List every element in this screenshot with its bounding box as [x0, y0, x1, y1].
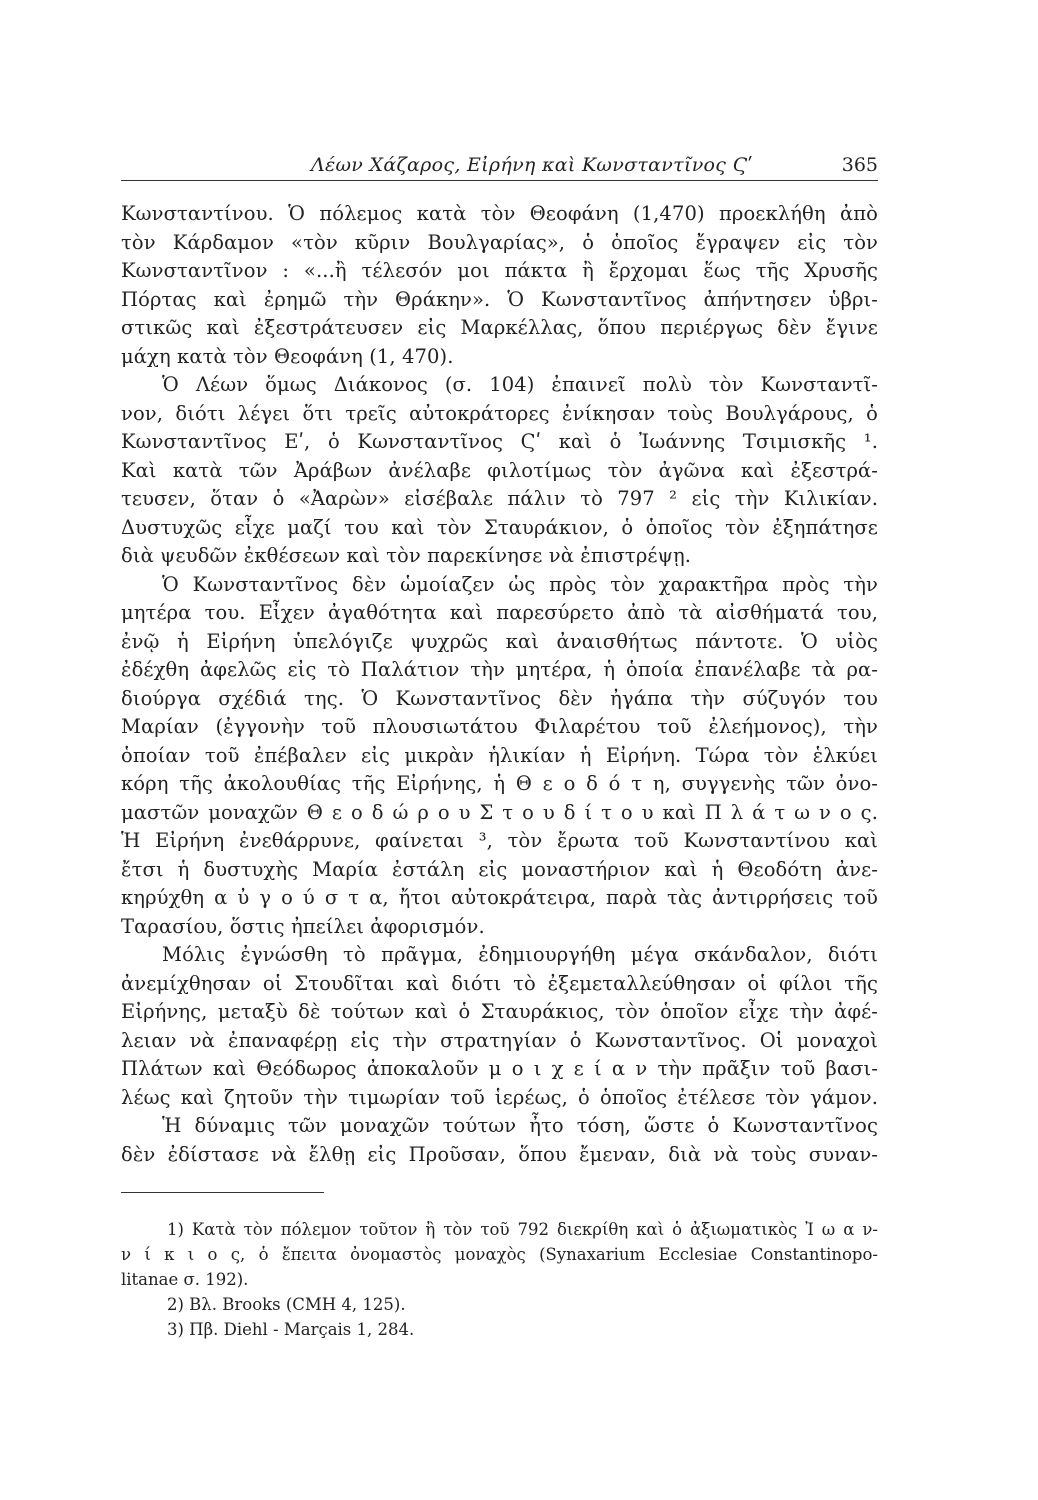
- footnote-line: ν ί κ ι ο ς, ὁ ἔπειτα ὀνομαστὸς μοναχὸς (Synaxarium Ecclesiae Constantinopo-: [121, 1245, 878, 1264]
- text-line: Ἡ Εἰρήνη ἐνεθάρρυνε, φαίνεται ³, τὸν ἔρωτα τοῦ Κωνσταντίνου καὶ: [121, 829, 878, 852]
- footnotes: [121, 1217, 878, 1342]
- text-line: μητέρα του. Εἶχεν ἀγαθότητα καὶ παρεσύρετο ἀπὸ τὰ αἰσθήματά του,: [121, 601, 878, 624]
- body-text: [121, 200, 878, 1169]
- text-line: Ὁ Λέων ὅμως Διάκονος (σ. 104) ἐπαινεῖ πολὺ τὸν Κωνσταντῖ-: [162, 373, 878, 396]
- text-line: Ὁ Κωνσταντῖνος δὲν ὡμοίαζεν ὡς πρὸς τὸν χαρακτῆρα πρὸς τὴν: [162, 572, 878, 596]
- footnote-line: litanae σ. 192).: [121, 1270, 249, 1289]
- text-line: Δυστυχῶς εἶχε μαζί του καὶ τὸν Σταυράκιον, ὁ ὁποῖος τὸν ἐξηπάτησε: [121, 515, 878, 539]
- text-line: ἔτσι ἡ δυστυχὴς Μαρία ἐστάλη εἰς μοναστήριον καὶ ἡ Θεοδότη ἀνε-: [121, 857, 878, 881]
- text-line: Πλάτων καὶ Θεόδωρος ἀποκαλοῦν μ ο ι χ ε ί α ν τὴν πρᾶξιν τοῦ βασι-: [121, 1057, 878, 1080]
- text-line: ἐδέχθη ἀφελῶς εἰς τὸ Παλάτιον τὴν μητέρα, ἡ ὁποία ἐπανέλαβε τὰ ρα-: [121, 658, 878, 681]
- text-line: Ἡ δύναμις τῶν μοναχῶν τούτων ἦτο τόση, ὥστε ὁ Κωνσταντῖνος: [162, 1114, 878, 1137]
- running-title: Λέων Χάζαρος, Εἰρήνη καὶ Κωνσταντῖνος Ϛʹ: [311, 154, 753, 176]
- text-line: διούργα σχέδιά της. Ὁ Κωνσταντῖνος δὲν ἠγάπα τὴν σύζυγόν του: [121, 686, 878, 710]
- text-line: τευσεν, ὅταν ὁ «Ἀαρὼν» εἰσέβαλε πάλιν τὸ 797 ² εἰς τὴν Κιλικίαν.: [121, 487, 878, 510]
- text-line: Κωνσταντίνου. Ὁ πόλεμος κατὰ τὸν Θεοφάνη (1,470) προεκλήθη ἀπὸ: [121, 202, 878, 225]
- footnote-line: 2) Βλ. Brooks (CMH 4, 125).: [167, 1295, 406, 1314]
- running-header: [121, 150, 878, 181]
- text-line: μάχη κατὰ τὸν Θεοφάνη (1, 470).: [121, 344, 454, 368]
- text-line: μαστῶν μοναχῶν Θ ε ο δ ώ ρ ο υ Σ τ ο υ δ ί τ ο υ καὶ Π λ ά τ ω ν ο ς.: [121, 800, 878, 824]
- text-line: ὁποίαν τοῦ ἐπέβαλεν εἰς μικρὰν ἡλικίαν ἡ Εἰρήνη. Τώρα τὸν ἑλκύει: [121, 743, 878, 767]
- text-line: λέως καὶ ζητοῦν τὴν τιμωρίαν τοῦ ἱερέως, ὁ ὁποῖος ἐτέλεσε τὸν γάμον.: [121, 1085, 878, 1109]
- text-line: Κωνσταντῖνος Εʹ, ὁ Κωνσταντῖνος Ϛʹ καὶ ὁ Ἰωάννης Τσιμισκῆς ¹.: [121, 430, 878, 453]
- footnote-line: 1) Κατὰ τὸν πόλεμον τοῦτον ἢ τὸν τοῦ 792 διεκρίθη καὶ ὁ ἀξιωματικὸς Ἰ ω α ν-: [167, 1220, 878, 1239]
- text-line: δὲν ἐδίστασε νὰ ἔλθῃ εἰς Προῦσαν, ὅπου ἔμεναν, διὰ νὰ τοὺς συναν-: [121, 1142, 878, 1166]
- text-line: Κωνσταντῖνον : «...ἢ τέλεσόν μοι πάκτα ἢ ἔρχομαι ἕως τῆς Χρυσῆς: [121, 259, 878, 282]
- text-line: κηρύχθη α ὐ γ ο ύ σ τ α, ἤτοι αὐτοκράτειρα, παρὰ τὰς ἀντιρρήσεις τοῦ: [121, 886, 878, 909]
- text-line: στικῶς καὶ ἐξεστράτευσεν εἰς Μαρκέλλας, ὅπου περιέργως δὲν ἔγινε: [121, 316, 878, 339]
- text-line: νον, διότι λέγει ὅτι τρεῖς αὐτοκράτορες ἐνίκησαν τοὺς Βουλγάρους, ὁ: [121, 401, 878, 425]
- text-line: Καὶ κατὰ τῶν Ἀράβων ἀνέλαβε φιλοτίμως τὸν ἀγῶνα καὶ ἐξεστρά-: [121, 458, 878, 482]
- page-number: 365: [841, 154, 878, 176]
- text-line: Μόλις ἐγνώσθη τὸ πρᾶγμα, ἐδημιουργήθη μέγα σκάνδαλον, διότι: [162, 943, 878, 966]
- text-line: Εἰρήνης, μεταξὺ δὲ τούτων καὶ ὁ Σταυράκιος, τὸν ὁποῖον εἶχε τὴν ἀφέ-: [121, 1000, 878, 1023]
- footnote-line: 3) Πβ. Diehl - Marçais 1, 284.: [167, 1320, 415, 1339]
- footnote-divider: [121, 1192, 324, 1193]
- text-line: διὰ ψευδῶν ἐκθέσεων καὶ τὸν παρεκίνησε νὰ ἐπιστρέψῃ.: [121, 544, 692, 567]
- text-line: κόρη τῆς ἀκολουθίας τῆς Εἰρήνης, ἡ Θ ε ο δ ό τ η, συγγενὴς τῶν ὀνο-: [121, 772, 878, 795]
- text-line: Πόρτας καὶ ἐρημῶ τὴν Θράκην». Ὁ Κωνσταντῖνος ἀπήντησεν ὑβρι-: [121, 287, 878, 311]
- text-line: ἐνῷ ἡ Εἰρήνη ὑπελόγιζε ψυχρῶς καὶ ἀναισθήτως πάντοτε. Ὁ υἱὸς: [121, 629, 878, 653]
- text-line: ἀνεμίχθησαν οἱ Στουδῖται καὶ διότι τὸ ἐξεμεταλλεύθησαν οἱ φίλοι τῆς: [121, 971, 878, 995]
- text-line: Ταρασίου, ὅστις ἠπείλει ἀφορισμόν.: [121, 914, 485, 938]
- text-line: Μαρίαν (ἐγγονὴν τοῦ πλουσιωτάτου Φιλαρέτου τοῦ ἐλεήμονος), τὴν: [121, 715, 878, 738]
- text-line: λειαν νὰ ἐπαναφέρῃ εἰς τὴν στρατηγίαν ὁ Κωνσταντῖνος. Οἱ μοναχοὶ: [121, 1028, 878, 1052]
- text-line: τὸν Κάρδαμον «τὸν κῦριν Βουλγαρίας», ὁ ὁποῖος ἔγραψεν εἰς τὸν: [121, 230, 878, 254]
